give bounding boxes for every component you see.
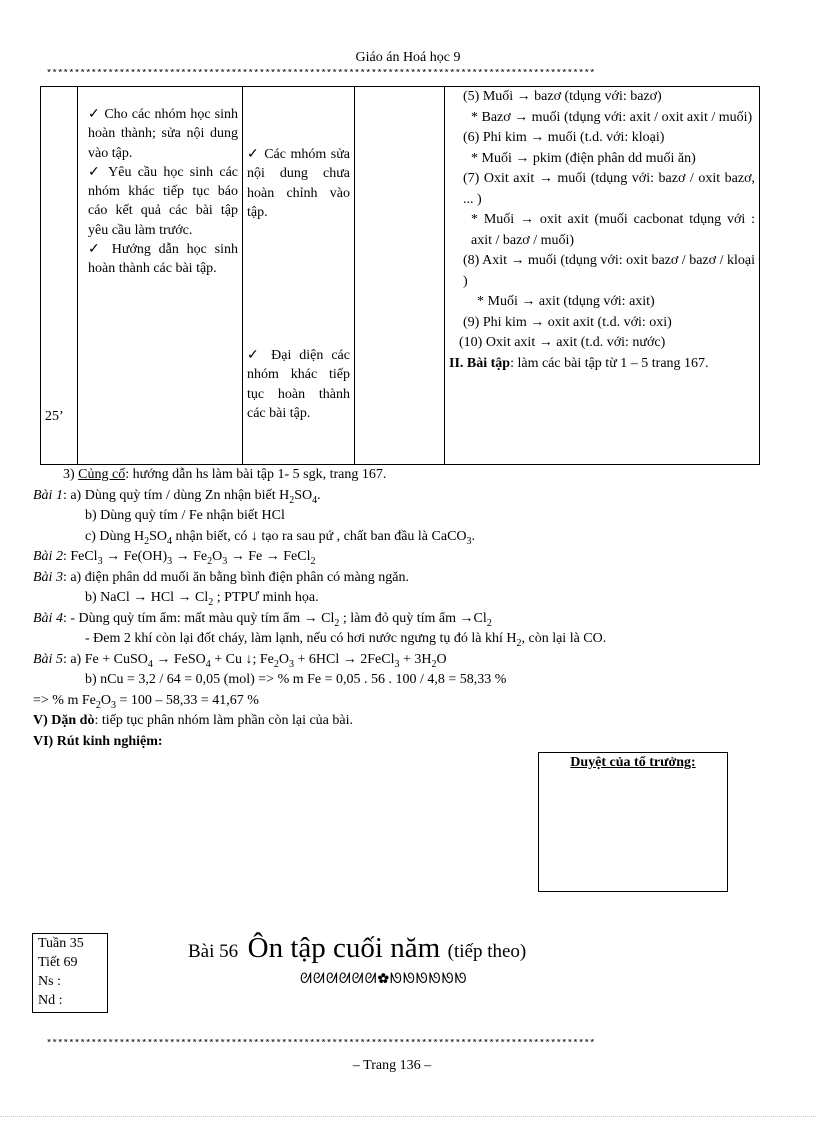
content-line: (9) Phi kim → oxit axit (t.d. với: oxi) — [463, 314, 672, 330]
bai5-line-b — [33, 670, 773, 691]
lesson-number: Bài 56 — [188, 941, 239, 962]
bai2-part: O — [212, 549, 223, 564]
subscript: 2 — [289, 494, 295, 506]
subscript: 2 — [144, 535, 150, 547]
teacher-item-3: ✓ Hướng dẫn học sinh hoàn thành các bài tập. — [88, 242, 238, 277]
bai4-part: ; làm đỏ quỳ tím ẩm →Cl — [339, 610, 487, 626]
homework-text: : tiếp tục phân nhóm làm phần còn lại của bài. — [94, 713, 354, 728]
bai1-line-a — [33, 486, 773, 507]
content-line: (5) Muối → bazơ (tdụng với: bazơ) — [463, 89, 662, 104]
approval-label: Duyệt của tổ trưởng: — [570, 755, 696, 770]
content-line: (6) Phi kim → muối (t.d. với: kloại) — [463, 130, 665, 145]
bai1-a-mid: SO — [294, 487, 313, 503]
experience-heading: VI) Rút kinh nghiệm: — [33, 733, 163, 749]
bai5-line-a — [33, 650, 773, 671]
table-row — [41, 87, 760, 465]
header-star-divider: ************************************************************************************************** — [46, 69, 595, 80]
content-line: (8) Axit → muối (tdụng với: oxit bazơ / bazơ / kloại ) — [463, 253, 755, 289]
subscript: 2 — [207, 555, 213, 567]
bai1-c1: c) Dùng H — [85, 528, 145, 544]
bai1-c2: SO — [149, 528, 168, 544]
bai4-line-2 — [33, 629, 773, 650]
bai5-part: => % m Fe — [33, 692, 96, 708]
subscript: 3 — [466, 535, 472, 547]
bai1-b: b) Dùng quỳ tím / Fe nhận biết HCl — [85, 508, 285, 523]
student-item-1: ✓ Các mhóm sửa nội dung chưa hoàn chỉnh vào tập. — [247, 147, 350, 220]
homework-line — [33, 711, 773, 732]
subscript: 2 — [95, 699, 101, 711]
subscript: 2 — [486, 617, 492, 629]
content-line: * Muối → oxit axit (muối cacbonat tdụng với : axit / bazơ / muối) — [471, 212, 755, 248]
bai1-c3: nhận biết, có ↓ tạo ra sau pứ , chất ban đầu là CaCO — [172, 528, 467, 544]
bai1-c4: . — [471, 528, 476, 544]
footer-star-divider: ************************************************************************************************** — [46, 1039, 595, 1050]
bai2-part: → Fe → FeCl — [227, 549, 311, 564]
exercise-line — [449, 354, 755, 375]
subscript: 4 — [312, 494, 318, 506]
bai3-line-a — [33, 568, 773, 589]
bai3-label: Bài 3 — [33, 569, 63, 585]
lesson-info-box — [32, 933, 108, 1013]
bai1-line-b — [33, 506, 773, 527]
ns-label: Ns : — [38, 974, 61, 989]
bai1-a-end: . — [317, 487, 321, 503]
page-edge-divider — [0, 1116, 816, 1117]
bai1-label: Bài 1 — [33, 487, 63, 503]
content-line: * Muối → axit (tdụng với: axit) — [477, 294, 655, 309]
bai5-part: + 3H — [399, 651, 432, 667]
subscript: 2 — [310, 555, 316, 567]
subscript: 2 — [516, 637, 522, 649]
teacher-item-2: ✓ Yêu cầu học sinh các nhóm khác tiếp tục báo cáo kết quả các bài tập yêu cầu làm trước. — [88, 164, 238, 238]
bai2-label: Bài 2 — [33, 549, 63, 564]
subscript: 3 — [222, 555, 228, 567]
bai5-label: Bài 5 — [33, 651, 63, 667]
subscript: 4 — [147, 658, 153, 670]
student-item-2: ✓ Đại diện các nhóm khác tiếp tục hoàn thành các bài tập. — [247, 348, 350, 422]
subscript: 3 — [97, 555, 103, 567]
exercise-label: II. Bài tập — [449, 355, 511, 371]
bai5-part: → FeSO — [152, 651, 206, 667]
bai2-part: : FeCl — [62, 549, 98, 564]
subscript: 3 — [394, 658, 400, 670]
nd-label: Nd : — [38, 993, 63, 1008]
bai4-part: , còn lại là CO. — [521, 631, 607, 646]
bai4-label: Bài 4 — [33, 610, 63, 626]
bai5-part: O — [278, 651, 290, 667]
content-line: * Bazơ → muối (tdụng với: axit / oxit axit / muối) — [471, 109, 753, 125]
consolidate-label: Củng cố — [78, 467, 126, 482]
bai5-line-c — [33, 691, 773, 712]
teacher-item-1: ✓ Cho các nhóm học sinh hoàn thành; sửa nội dung vào tập. — [88, 107, 238, 161]
lesson-name: Ôn tập cuối năm — [247, 932, 441, 964]
bai3-line-b — [33, 588, 773, 609]
time-cell — [41, 87, 78, 465]
subscript: 3 — [110, 699, 116, 711]
bai4-line-1 — [33, 609, 773, 630]
empty-cell — [355, 87, 445, 465]
bai5-part: O — [100, 692, 111, 708]
consolidate-prefix: 3) — [63, 467, 79, 482]
bai4-part: - Đem 2 khí còn lại đốt cháy, làm lạnh, nếu có hơi nước ngưng tụ đó là khí H — [85, 631, 517, 646]
answer-section — [33, 465, 773, 752]
page-header-title: Giáo án Hoá học 9 — [355, 50, 461, 65]
bai4-part: : - Dùng quỳ tím ẩm: mất màu quỳ tím ẩm → Cl — [62, 610, 335, 626]
content-cell — [445, 87, 760, 465]
subscript: 3 — [167, 555, 173, 567]
week-label: Tuần 35 — [38, 936, 84, 951]
period-label: Tiết 69 — [38, 955, 78, 970]
homework-label: V) Dặn dò — [33, 713, 95, 728]
consolidate-text: : hướng dẫn hs làm bài tập 1- 5 sgk, trang 167. — [125, 467, 387, 482]
bai3-a: : a) điện phân dd muối ăn bằng bình điện phân có màng ngăn. — [62, 569, 409, 585]
bai5-part: + 6HCl → 2FeCl — [294, 651, 395, 667]
exercise-text: : làm các bài tập từ 1 – 5 trang 167. — [510, 355, 709, 371]
time-value: 25’ — [45, 408, 64, 424]
bai1-line-c — [33, 527, 773, 548]
subscript: 2 — [334, 617, 340, 629]
bai3-b2: ; PTPƯ minh họa. — [213, 590, 319, 605]
bai5-part: : a) Fe + CuSO — [62, 651, 148, 667]
content-line: * Muối → pkim (điện phân dd muối ăn) — [471, 150, 696, 166]
subscript: 2 — [273, 658, 279, 670]
lesson-subtitle: (tiếp theo) — [447, 941, 527, 962]
bai5-part: = 100 – 58,33 = 41,67 % — [115, 692, 259, 708]
bai5-b: b) nCu = 3,2 / 64 = 0,05 (mol) => % m Fe = 0,05 . 56 . 100 / 4,8 = 58,33 % — [85, 672, 507, 687]
subscript: 2 — [431, 658, 437, 670]
approval-box — [538, 752, 728, 892]
content-line: (10) Oxit axit → axit (t.d. với: nước) — [459, 335, 666, 350]
bai5-part: + Cu ↓; Fe — [210, 651, 274, 667]
lesson-activity-table — [40, 86, 760, 465]
bai3-b1: b) NaCl → HCl → Cl — [85, 590, 209, 605]
ornament-divider: ᘛᘛᘛᘛᘛᘛ✿ᘚᘚᘚᘚᘚᘚ — [300, 972, 468, 987]
lesson-title — [188, 932, 526, 965]
subscript: 4 — [167, 535, 173, 547]
subscript: 3 — [289, 658, 295, 670]
page-number: – Trang 136 – — [352, 1058, 432, 1073]
student-activity-cell — [243, 87, 355, 465]
bai1-a: : a) Dùng quỳ tím / dùng Zn nhận biết H — [62, 487, 290, 503]
consolidate-line — [33, 465, 773, 486]
bai5-part: O — [436, 651, 447, 667]
subscript: 4 — [205, 658, 211, 670]
subscript: 2 — [208, 596, 214, 608]
content-line: (7) Oxit axit → muối (tdụng với: bazơ / oxit bazơ, ... ) — [463, 171, 755, 207]
bai2-line — [33, 547, 773, 568]
bai2-part: → Fe(OH) — [102, 549, 168, 564]
teacher-activity-cell — [78, 87, 243, 465]
bai2-part: → Fe — [172, 549, 208, 564]
